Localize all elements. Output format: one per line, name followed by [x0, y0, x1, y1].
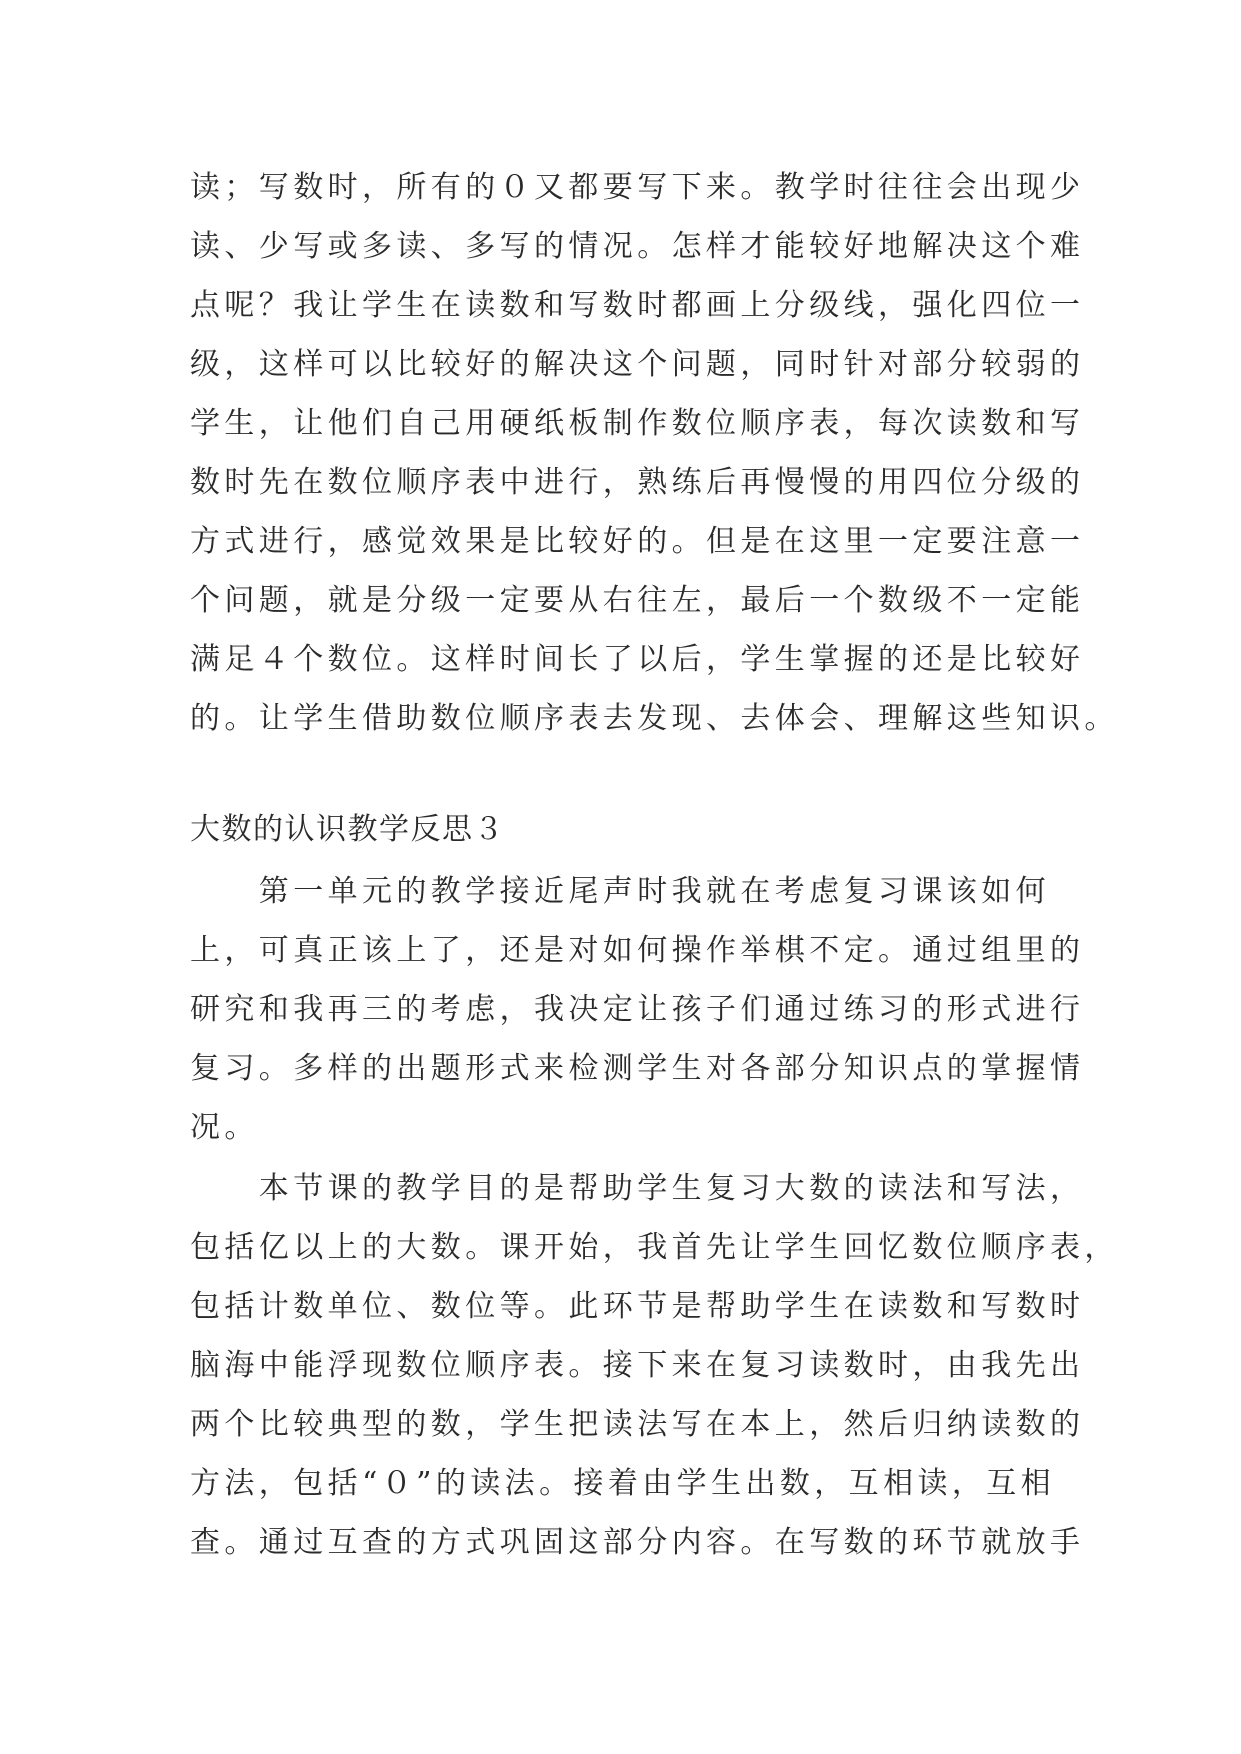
- text-line: 第一单元的教学接近尾声时我就在考虑复习课该如何: [190, 874, 1050, 909]
- text-line: 满足４个数位。这样时间长了以后，学生掌握的还是比较好: [190, 642, 1085, 677]
- text-line: 级，这样可以比较好的解决这个问题，同时针对部分较弱的: [190, 347, 1085, 382]
- text-line: 包括计数单位、数位等。此环节是帮助学生在读数和写数时: [190, 1289, 1085, 1324]
- text-line: 方式进行，感觉效果是比较好的。但是在这里一定要注意一: [190, 524, 1085, 559]
- text-line: 个问题，就是分级一定要从右往左，最后一个数级不一定能: [190, 583, 1085, 618]
- section-heading: 大数的认识教学反思３: [190, 812, 505, 847]
- text-line: 点呢？我让学生在读数和写数时都画上分级线，强化四位一: [190, 288, 1085, 323]
- text-line: 上，可真正该上了，还是对如何操作举棋不定。通过组里的: [190, 933, 1085, 968]
- text-line: 读、少写或多读、多写的情况。怎样才能较好地解决这个难: [190, 229, 1085, 264]
- text-line: 复习。多样的出题形式来检测学生对各部分知识点的掌握情: [190, 1051, 1085, 1086]
- text-line: 读；写数时，所有的０又都要写下来。教学时往往会出现少: [190, 170, 1085, 205]
- text-line: 本节课的教学目的是帮助学生复习大数的读法和写法，: [190, 1171, 1085, 1206]
- paragraph-review-planning: [190, 862, 1085, 1157]
- paragraph-lesson-goals: [190, 1159, 1119, 1572]
- text-line: 包括亿以上的大数。课开始，我首先让学生回忆数位顺序表，: [190, 1230, 1119, 1265]
- text-line: 学生，让他们自己用硬纸板制作数位顺序表，每次读数和写: [190, 406, 1085, 441]
- text-line: 方法，包括“０”的读法。接着由学生出数，互相读，互相: [190, 1466, 1056, 1501]
- continuation-paragraph: [190, 158, 1119, 748]
- text-line: 况。: [190, 1110, 259, 1145]
- text-line: 查。通过互查的方式巩固这部分内容。在写数的环节就放手: [190, 1525, 1085, 1560]
- text-line: 的。让学生借助数位顺序表去发现、去体会、理解这些知识。: [190, 701, 1119, 736]
- text-line: 数时先在数位顺序表中进行，熟练后再慢慢的用四位分级的: [190, 465, 1085, 500]
- text-line: 脑海中能浮现数位顺序表。接下来在复习读数时，由我先出: [190, 1348, 1085, 1383]
- text-line: 研究和我再三的考虑，我决定让孩子们通过练习的形式进行: [190, 992, 1085, 1027]
- text-line: 两个比较典型的数，学生把读法写在本上，然后归纳读数的: [190, 1407, 1085, 1442]
